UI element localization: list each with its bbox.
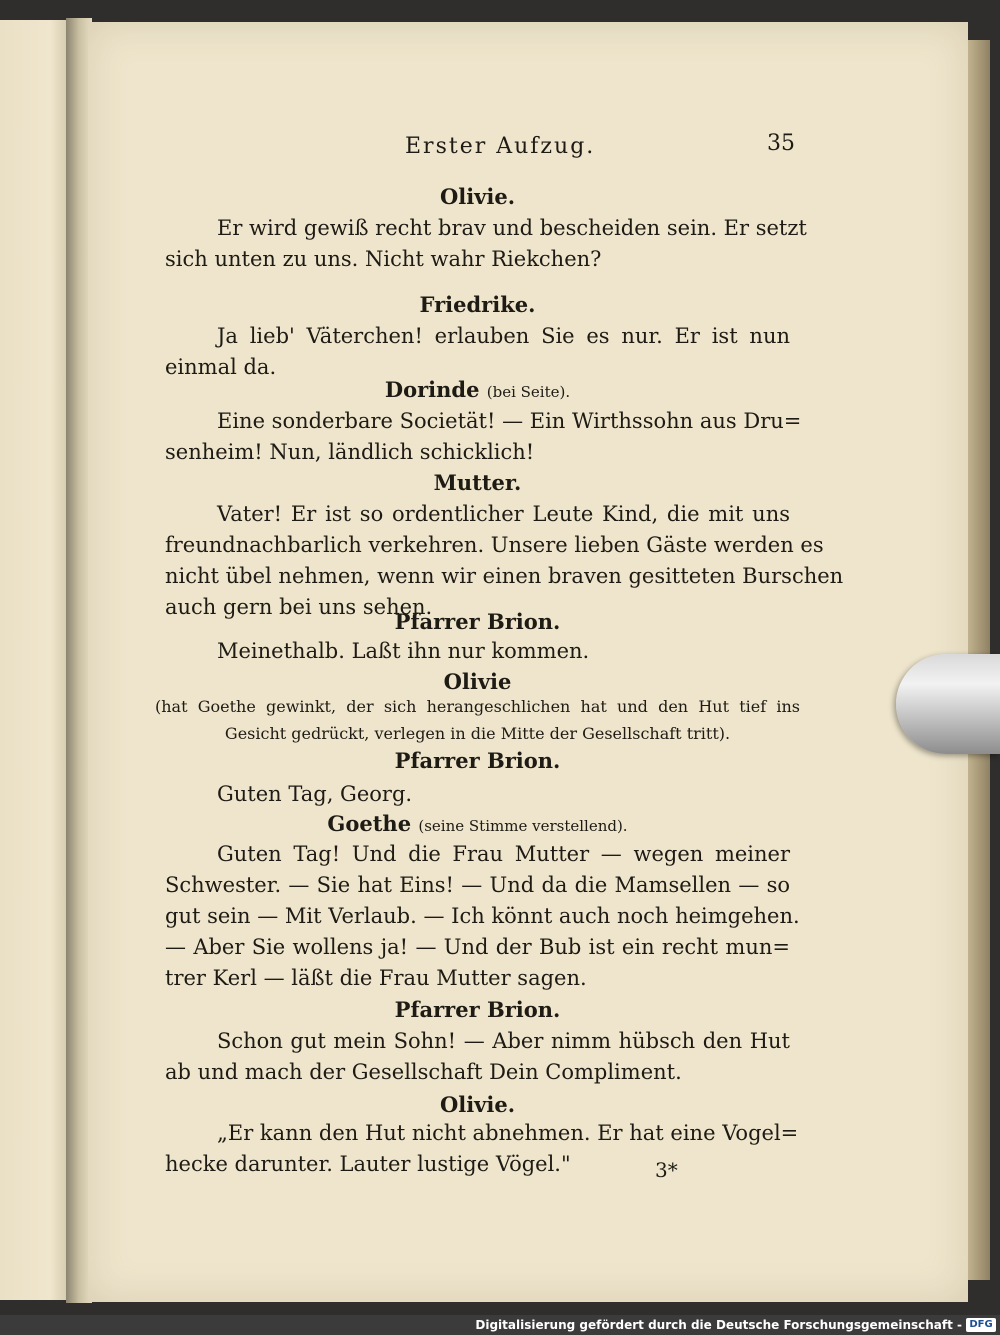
text-line: „Er kann den Hut nicht abnehmen. Er hat eine Vogel= [217,1121,799,1145]
speaker-label: Pfarrer Brion. [394,997,561,1022]
speaker-name [165,606,790,638]
text-line: Vater! Er ist so ordentlicher Leute Kind, die mit uns [217,502,790,526]
facing-page-edge [0,20,72,1300]
speaker-label: Goethe [327,811,412,836]
speaker-label: Olivie. [439,184,516,209]
text-line: auch gern bei uns sehen. [165,595,433,619]
text-line: senheim! Nun, ländlich schicklich! [165,440,535,464]
speaker-label: Pfarrer Brion. [394,609,561,634]
text-line: trer Kerl — läßt die Frau Mutter sagen. [165,966,587,990]
stage-direction-inline: (seine Stimme verstellend). [418,817,628,835]
text-line: Guten Tag, Georg. [217,782,413,806]
speaker-name [165,808,790,840]
text-line: sich unten zu uns. Nicht wahr Riekchen? [165,247,602,271]
speaker-label: Olivie [443,669,512,694]
speaker-label: Friedrike. [419,292,536,317]
speaker-label: Mutter. [433,470,522,495]
page-clip [896,654,1000,754]
signature-mark: 3* [655,1158,678,1182]
speaker-name [165,289,790,321]
text-line: freundnachbarlich verkehren. Unsere lieben Gäste werden es [165,533,824,557]
text-line: nicht übel nehmen, wenn wir einen braven gesitteten Burschen [165,564,844,588]
text-line: Schwester. — Sie hat Eins! — Und da die Mamsellen — so [165,873,790,897]
stage-direction-inline: (bei Seite). [486,383,571,401]
footer-credit: Digitalisierung gefördert durch die Deutsche Forschungsgemeinschaft - [475,1318,962,1332]
speaker-name [165,994,790,1026]
digitization-footer [0,1315,1000,1335]
text-line: Er wird gewiß recht brav und bescheiden sein. Er setzt [217,216,807,240]
speaker-label: Olivie. [439,1092,516,1117]
speaker-name [165,745,790,777]
text-line: gut sein — Mit Verlaub. — Ich könnt auch noch heimgehen. [165,904,800,928]
stage-direction: (hat Goethe gewinkt, der sich herangeschlichen hat und den Hut tief ins [155,697,800,716]
text-line: Eine sonderbare Societät! — Ein Wirthssohn aus Dru= [217,409,802,433]
text-line: Schon gut mein Sohn! — Aber nimm hübsch den Hut [217,1029,790,1053]
speaker-name [165,181,790,213]
speaker-name [165,467,790,499]
speaker-label: Pfarrer Brion. [394,748,561,773]
text-line: Meinethalb. Laßt ihn nur kommen. [217,639,590,663]
speaker-name [165,374,790,406]
running-head: Erster Aufzug. [405,134,596,159]
page-number: 35 [767,131,795,156]
text-line: — Aber Sie wollens ja! — Und der Bub ist ein recht mun= [165,935,790,959]
stage-direction: Gesicht gedrückt, verlegen in die Mitte der Gesellschaft tritt). [224,724,731,743]
text-line: einmal da. [165,355,277,379]
speaker-label: Dorinde [384,377,480,402]
text-line: ab und mach der Gesellschaft Dein Compliment. [165,1060,682,1084]
text-line: Ja lieb' Väterchen! erlauben Sie es nur. Er ist nun [217,324,790,348]
text-line: Guten Tag! Und die Frau Mutter — wegen meiner [217,842,790,866]
text-line: hecke darunter. Lauter lustige Vögel." [165,1152,571,1176]
dfg-logo-icon: DFG [966,1318,996,1332]
